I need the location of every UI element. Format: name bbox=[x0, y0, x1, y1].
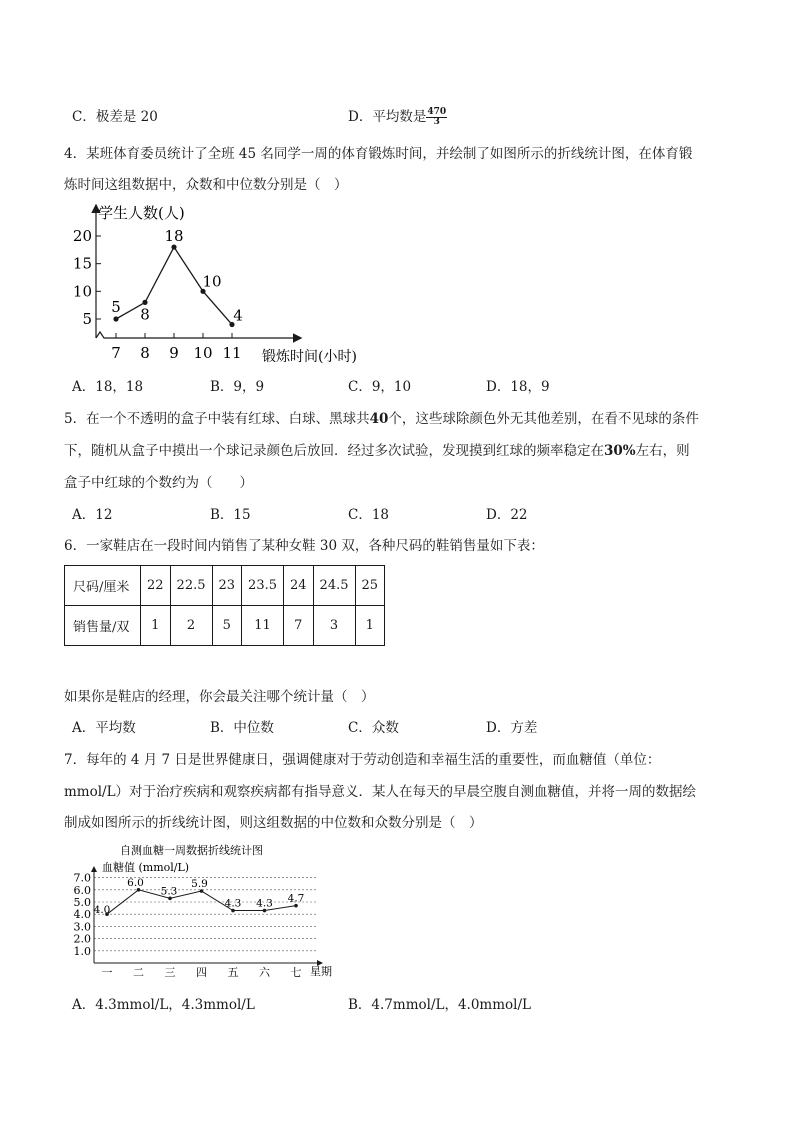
data-point bbox=[113, 316, 118, 321]
x-tick-label: 四 bbox=[196, 966, 207, 979]
data-label: 4.7 bbox=[287, 892, 305, 905]
fraction-denominator: 3 bbox=[433, 117, 440, 127]
data-label: 4 bbox=[233, 306, 243, 325]
q3-option-d bbox=[348, 108, 447, 127]
q7-option-a: A．4.3mmol/L，4.3mmol/L bbox=[72, 997, 255, 1013]
x-tick-label: 10 bbox=[193, 344, 213, 362]
q7-option-b: B．4.7mmol/L，4.0mmol/L bbox=[348, 997, 531, 1013]
q5-stem-line2 bbox=[64, 442, 690, 460]
y-tick-label: 2.0 bbox=[73, 932, 91, 946]
q6-stem-line1: 6．一家鞋店在一段时间内销售了某种女鞋 30 双，各种尺码的鞋销售量如下表： bbox=[64, 538, 544, 554]
x-tick-label: 7 bbox=[111, 344, 121, 362]
q3-option-d-prefix: D．平均数是 bbox=[348, 109, 427, 125]
table-cell: 1 bbox=[141, 606, 171, 646]
q6-option-b: B．中位数 bbox=[210, 720, 274, 736]
table-cell: 23.5 bbox=[242, 566, 284, 606]
q4-option-b: B．9，9 bbox=[210, 379, 265, 395]
x-tick-label: 8 bbox=[140, 344, 150, 362]
x-tick-label: 五 bbox=[227, 966, 239, 979]
shoe-size-sales-table bbox=[64, 565, 385, 646]
data-label: 10 bbox=[202, 272, 222, 291]
data-label: 4.0 bbox=[93, 904, 111, 917]
q7-stem-line3: 制成如图所示的折线统计图，则这组数据的中位数和众数分别是（ ） bbox=[64, 815, 483, 831]
q5-frequency: 30% bbox=[604, 443, 636, 459]
data-label: 5.9 bbox=[191, 878, 208, 891]
q6-option-d: D．方差 bbox=[486, 720, 538, 736]
table-cell: 24 bbox=[284, 566, 314, 606]
x-tick-label: 11 bbox=[222, 344, 242, 362]
x-tick-label: 六 bbox=[259, 966, 270, 979]
exercise-time-line-chart bbox=[60, 198, 400, 370]
table-cell: 1 bbox=[355, 606, 385, 646]
table-cell: 5 bbox=[212, 606, 242, 646]
data-label: 8 bbox=[140, 305, 150, 324]
q5-option-c: C．18 bbox=[348, 507, 390, 523]
q4-stem-line1: 4．某班体育委员统计了全班 45 名同学一周的体育锻炼时间，并绘制了如图所示的折线统计图，在体育锻 bbox=[64, 146, 693, 162]
x-axis bbox=[96, 332, 300, 338]
q6-option-c: C．众数 bbox=[348, 720, 399, 736]
table-row-header: 销售量/双 bbox=[65, 606, 141, 646]
fraction-numerator: 470 bbox=[427, 107, 447, 117]
data-point bbox=[142, 300, 147, 305]
q5-stem-line1 bbox=[64, 410, 699, 428]
q5-total-count: 40 bbox=[369, 411, 389, 427]
q5-text: 下，随机从盒子中摸出一个球记录颜色后放回．经过多次试验，发现摸到红球的频率稳定在 bbox=[64, 443, 604, 459]
q6-option-a: A．平均数 bbox=[72, 720, 136, 736]
q4-stem-line2: 炼时间这组数据中，众数和中位数分别是（ ） bbox=[64, 177, 348, 193]
y-tick-label: 6.0 bbox=[73, 883, 91, 897]
y-tick-label: 1.0 bbox=[73, 944, 91, 958]
q4-option-a: A．18，18 bbox=[72, 379, 144, 395]
x-tick-label: 一 bbox=[101, 966, 113, 979]
q3-option-c: C．极差是 20 bbox=[72, 109, 158, 125]
data-label: 4.3 bbox=[224, 897, 242, 910]
table-row-header: 尺码/厘米 bbox=[65, 566, 141, 606]
data-label: 6.0 bbox=[127, 876, 144, 889]
table-cell: 25 bbox=[355, 566, 385, 606]
data-point bbox=[171, 244, 176, 249]
q7-stem-line1: 7．每年的 4 月 7 日是世界健康日，强调健康对于劳动创造和幸福生活的重要性，而血糖值（单位： bbox=[64, 752, 661, 768]
table-cell: 11 bbox=[242, 606, 284, 646]
data-label: 5 bbox=[111, 298, 121, 316]
x-tick-label: 二 bbox=[133, 966, 144, 979]
y-tick-label: 4.0 bbox=[73, 908, 91, 922]
q5-option-d: D．22 bbox=[486, 507, 528, 523]
q6-stem-line2: 如果你是鞋店的经理，你会最关注哪个统计量（ ） bbox=[64, 689, 375, 705]
y-tick-label: 3.0 bbox=[73, 920, 91, 934]
q5-option-a: A．12 bbox=[72, 507, 113, 523]
x-tick-label: 三 bbox=[164, 966, 176, 979]
table-row bbox=[65, 566, 385, 606]
x-tick-label: 9 bbox=[169, 344, 179, 362]
chart2-title: 自测血糖一周数据折线统计图 bbox=[120, 844, 263, 857]
data-label: 5.3 bbox=[160, 885, 178, 898]
y-tick-label: 10 bbox=[72, 282, 92, 301]
table-cell: 22.5 bbox=[170, 566, 212, 606]
table-cell: 2 bbox=[170, 606, 212, 646]
y-tick-label: 20 bbox=[72, 227, 92, 245]
chart2-y-axis-label: 血糖值 (mmol/L) bbox=[102, 861, 190, 874]
table-cell: 7 bbox=[284, 606, 314, 646]
q5-text: 5．在一个不透明的盒子中装有红球、白球、黑球共 bbox=[64, 411, 370, 427]
y-tick-label: 5 bbox=[82, 310, 92, 328]
q4-option-c: C．9，10 bbox=[348, 379, 412, 395]
q5-text: 个，这些球除颜色外无其他差别，在看不见球的条件 bbox=[388, 411, 699, 427]
x-tick-label: 七 bbox=[290, 966, 302, 979]
data-label: 4.3 bbox=[256, 897, 273, 910]
blood-sugar-line-chart bbox=[62, 842, 352, 984]
table-row bbox=[65, 606, 385, 646]
table-cell: 23 bbox=[212, 566, 242, 606]
q5-stem-line3: 盒子中红球的个数约为（ ） bbox=[64, 475, 253, 491]
table-cell: 24.5 bbox=[313, 566, 355, 606]
table-cell: 22 bbox=[141, 566, 171, 606]
y-tick-label: 15 bbox=[72, 254, 92, 273]
table-cell: 3 bbox=[313, 606, 355, 646]
chart1-x-axis-label: 锻炼时间(小时) bbox=[262, 349, 357, 365]
q4-option-d: D．18，9 bbox=[486, 379, 550, 395]
data-label: 18 bbox=[164, 227, 184, 246]
fraction bbox=[426, 108, 447, 127]
chart2-x-axis-label: 星期 bbox=[310, 965, 332, 978]
y-tick-label: 5.0 bbox=[73, 896, 91, 909]
q7-stem-line2: mmol/L）对于治疗疾病和观察疾病都有指导意义．某人在每天的早晨空腹自测血糖值，并将一周的数据绘 bbox=[64, 784, 697, 800]
chart1-y-axis-label: 学生人数(人) bbox=[98, 204, 185, 222]
q5-option-b: B．15 bbox=[210, 507, 251, 523]
q5-text: 左右，则 bbox=[635, 443, 690, 459]
y-tick-label: 7.0 bbox=[73, 871, 91, 885]
